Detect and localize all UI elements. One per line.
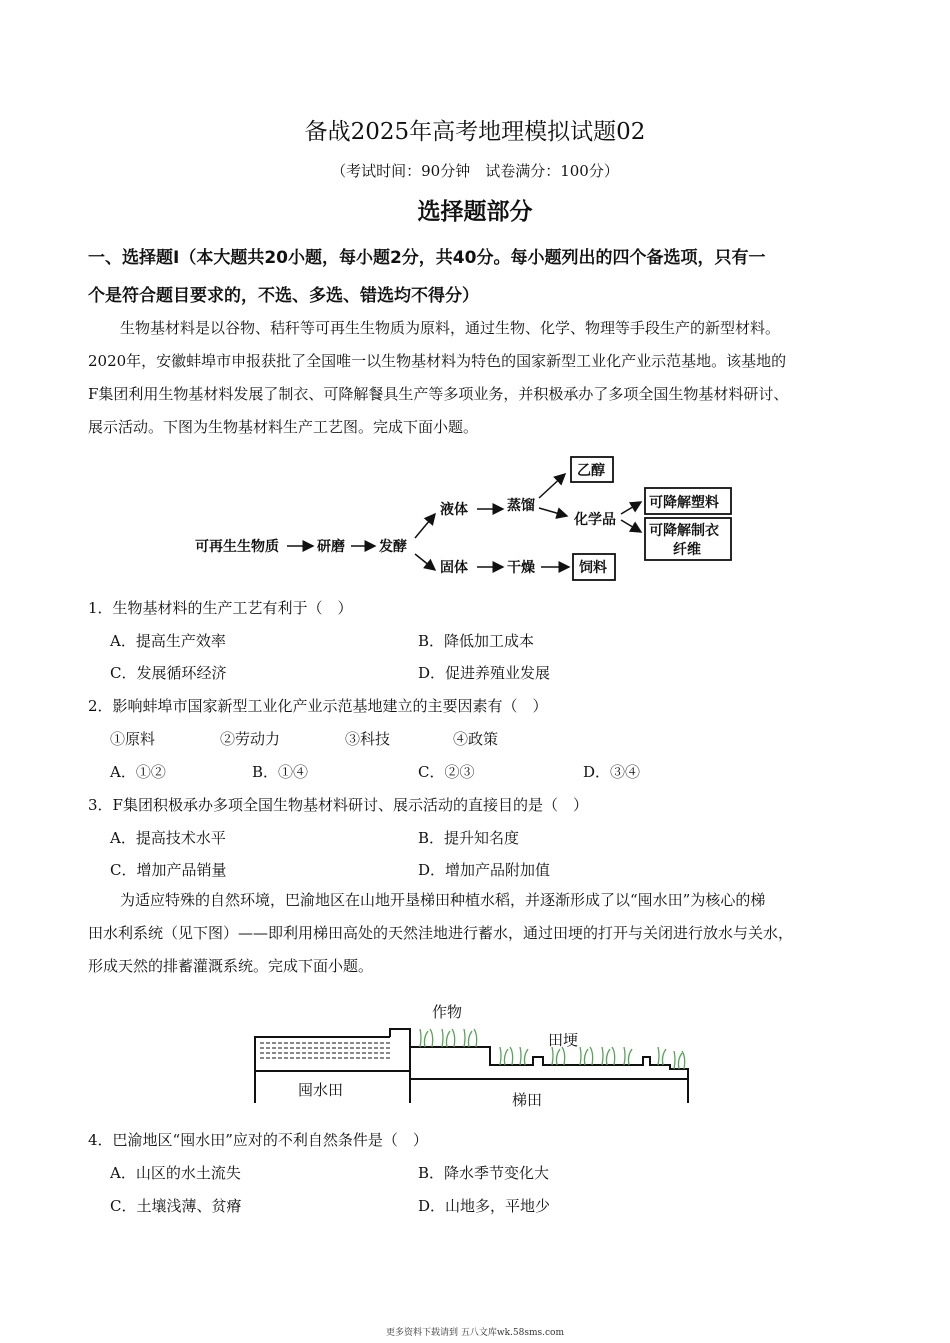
q4-option-d[interactable]: D．山地多，平地少 bbox=[418, 1197, 551, 1215]
terrace-label-pond: 囤水田 bbox=[298, 1081, 344, 1099]
passage-1-line1: 生物基材料是以谷物、秸秆等可再生生物质为原料，通过生物、化学、物理等手段生产的新型材料。 bbox=[120, 319, 781, 337]
terrace-label-ridge: 田埂 bbox=[548, 1031, 579, 1049]
q2-option-c[interactable]: C．②③ bbox=[418, 763, 475, 781]
q2-factor-2: ②劳动力 bbox=[220, 730, 281, 748]
terrace-label-terrace: 梯田 bbox=[512, 1091, 543, 1107]
q1-option-d[interactable]: D．促进养殖业发展 bbox=[418, 664, 551, 682]
passage-2-line1: 为适应特殊的自然环境，巴渝地区在山地开垦梯田种植水稻，并逐渐形成了以“囤水田”为核心的梯 bbox=[120, 891, 766, 909]
q1-option-b[interactable]: B．降低加工成本 bbox=[418, 632, 535, 650]
q1-stem: 1．生物基材料的生产工艺有利于（ ） bbox=[88, 599, 353, 617]
q2-factor-4: ④政策 bbox=[453, 730, 499, 748]
q2-option-d[interactable]: D．③④ bbox=[583, 763, 641, 781]
q1-option-c[interactable]: C．发展循环经济 bbox=[110, 664, 227, 682]
q3-option-b[interactable]: B．提升知名度 bbox=[418, 829, 520, 847]
passage-2 bbox=[88, 884, 868, 983]
flow-fiber-line2: 纤维 bbox=[673, 542, 701, 558]
flow-chemicals: 化学品 bbox=[574, 512, 616, 528]
flow-source: 可再生生物质 bbox=[195, 539, 279, 555]
section-title: 选择题部分 bbox=[417, 199, 533, 225]
passage-1 bbox=[88, 312, 868, 444]
q2-option-b[interactable]: B．①④ bbox=[252, 763, 309, 781]
q4-option-c[interactable]: C．土壤浅薄、贫瘠 bbox=[110, 1197, 242, 1215]
flow-ethanol: 乙醇 bbox=[577, 463, 605, 479]
q3-option-a[interactable]: A．提高技术水平 bbox=[110, 829, 226, 847]
flow-plastic: 可降解塑料 bbox=[649, 495, 719, 511]
flow-grind: 研磨 bbox=[317, 539, 345, 555]
passage-2-line2: 田水利系统（见下图）——即利用梯田高处的天然洼地进行蓄水，通过田埂的打开与关闭进行放水与关水， bbox=[88, 924, 794, 942]
passage-2-line3: 形成天然的排蓄灌溉系统。完成下面小题。 bbox=[88, 957, 374, 975]
q2-option-a[interactable]: A．①② bbox=[110, 763, 166, 781]
flow-liquid: 液体 bbox=[440, 502, 468, 518]
passage-1-line4: 展示活动。下图为生物基材料生产工艺图。完成下面小题。 bbox=[88, 418, 479, 436]
flow-distill: 蒸馏 bbox=[507, 498, 535, 514]
q4-option-b[interactable]: B．降水季节变化大 bbox=[418, 1164, 550, 1182]
passage-1-line2: 2020年，安徽蚌埠市申报获批了全国唯一以生物基材料为特色的国家新型工业化产业示范基地。该基地的 bbox=[88, 352, 787, 370]
q3-option-d[interactable]: D．增加产品附加值 bbox=[418, 861, 551, 879]
flow-feed: 饲料 bbox=[579, 560, 607, 576]
part-heading-line1: 一、选择题Ⅰ（本大题共20小题，每小题2分，共40分。每小题列出的四个备选项，只有一 bbox=[88, 248, 766, 268]
production-flow-diagram bbox=[185, 448, 745, 588]
terrace-label-crop: 作物 bbox=[432, 1003, 463, 1021]
terrace-field-diagram bbox=[250, 995, 695, 1107]
page-title: 备战2025年高考地理模拟试题02 bbox=[304, 119, 646, 145]
footer-download-note[interactable]: 更多资料下载请到 五八文库wk.58sms.com bbox=[386, 1328, 564, 1338]
q2-stem: 2．影响蚌埠市国家新型工业化产业示范基地建立的主要因素有（ ） bbox=[88, 697, 548, 715]
part-heading-line2: 个是符合题目要求的，不选、多选、错选均不得分） bbox=[88, 286, 479, 306]
q3-stem: 3．F集团积极承办多项全国生物基材料研讨、展示活动的直接目的是（ ） bbox=[88, 796, 588, 814]
q1-option-a[interactable]: A．提高生产效率 bbox=[110, 632, 226, 650]
exam-info: （考试时间：90分钟 试卷满分：100分） bbox=[331, 162, 619, 180]
flow-solid: 固体 bbox=[440, 560, 468, 576]
flow-fiber-line1: 可降解制衣 bbox=[649, 523, 719, 539]
passage-1-line3: F集团利用生物基材料发展了制衣、可降解餐具生产等多项业务，并积极承办了多项全国生物基材料研讨、 bbox=[88, 385, 789, 403]
q2-factor-1: ①原料 bbox=[110, 730, 156, 748]
flow-dry: 干燥 bbox=[507, 560, 535, 576]
q2-factor-3: ③科技 bbox=[345, 730, 391, 748]
flow-ferment: 发酵 bbox=[379, 539, 407, 555]
q4-stem: 4．巴渝地区“囤水田”应对的不利自然条件是（ ） bbox=[88, 1131, 428, 1149]
q3-option-c[interactable]: C．增加产品销量 bbox=[110, 861, 227, 879]
q4-option-a[interactable]: A．山区的水土流失 bbox=[110, 1164, 241, 1182]
